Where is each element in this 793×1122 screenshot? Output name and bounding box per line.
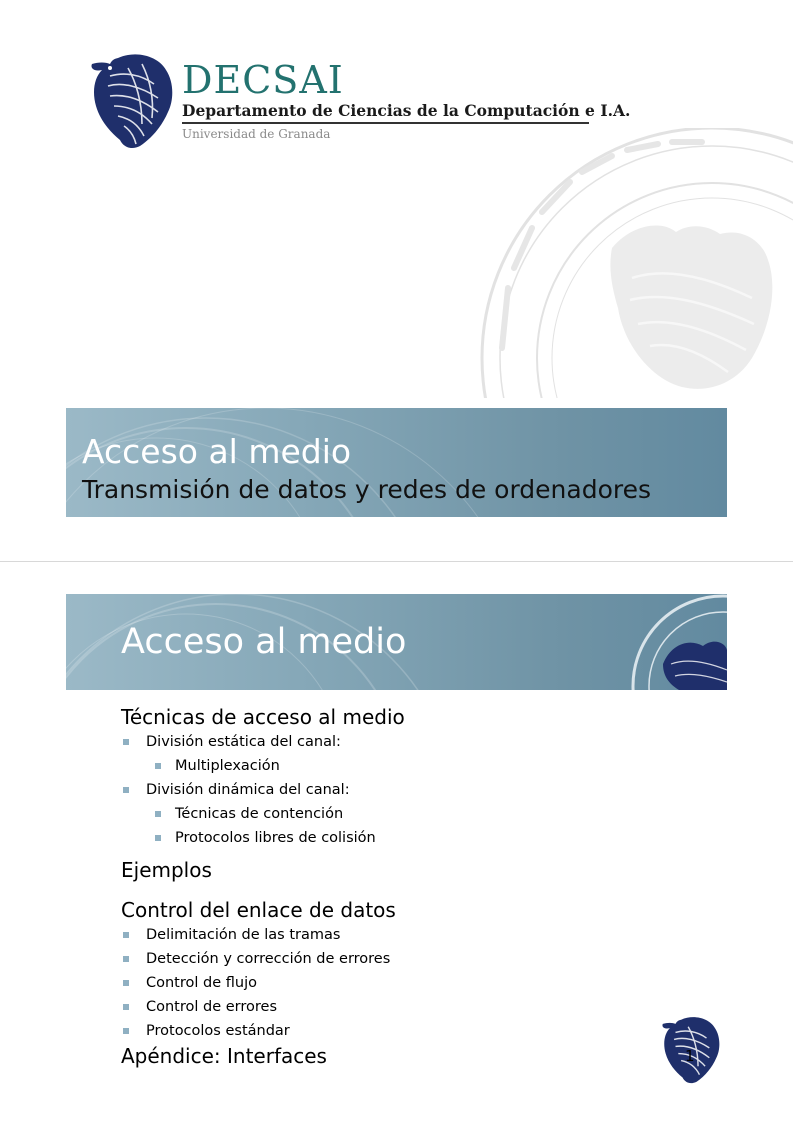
title-slide bbox=[0, 0, 793, 560]
square-bullet-icon bbox=[123, 739, 129, 745]
outline-item: División dinámica del canal: bbox=[121, 778, 681, 802]
outline-heading: Apéndice: Interfaces bbox=[121, 1044, 327, 1068]
outline-list bbox=[121, 704, 681, 1069]
outline-heading: Control del enlace de datos bbox=[121, 898, 396, 922]
outline-heading: Técnicas de acceso al medio bbox=[121, 705, 405, 729]
title-band bbox=[66, 408, 727, 517]
outline-item: División estática del canal: bbox=[121, 730, 681, 754]
page-number: 1 bbox=[685, 1047, 695, 1065]
outline-item: Delimitación de las tramas bbox=[121, 923, 681, 947]
presentation-subtitle: Transmisión de datos y redes de ordenadores bbox=[82, 475, 651, 504]
department-acronym: DECSAI bbox=[182, 58, 344, 102]
university-seal-watermark-icon bbox=[462, 128, 793, 398]
outline-item: Protocolos estándar bbox=[121, 1019, 681, 1043]
square-bullet-icon bbox=[155, 763, 161, 769]
square-bullet-icon bbox=[155, 811, 161, 817]
outline-heading: Ejemplos bbox=[121, 858, 212, 882]
square-bullet-icon bbox=[123, 980, 129, 986]
presentation-title: Acceso al medio bbox=[82, 432, 352, 471]
outline-item: Control de flujo bbox=[121, 971, 681, 995]
outline-subitem: Técnicas de contención bbox=[121, 802, 681, 826]
department-name: Departamento de Ciencias de la Computación e I.A. bbox=[182, 101, 631, 120]
square-bullet-icon bbox=[123, 1028, 129, 1034]
square-bullet-icon bbox=[123, 956, 129, 962]
band-seal-icon bbox=[627, 594, 727, 690]
square-bullet-icon bbox=[155, 835, 161, 841]
square-bullet-icon bbox=[123, 1004, 129, 1010]
university-bird-logo-icon bbox=[88, 52, 176, 150]
outline-title-band bbox=[66, 594, 727, 690]
university-name: Universidad de Granada bbox=[182, 127, 331, 141]
outline-subitem: Multiplexación bbox=[121, 754, 681, 778]
outline-subitem: Protocolos libres de colisión bbox=[121, 826, 681, 850]
outline-item: Control de errores bbox=[121, 995, 681, 1019]
slide-title: Acceso al medio bbox=[121, 622, 407, 662]
header-rule bbox=[182, 122, 589, 124]
outline-item: Detección y corrección de errores bbox=[121, 947, 681, 971]
square-bullet-icon bbox=[123, 932, 129, 938]
square-bullet-icon bbox=[123, 787, 129, 793]
